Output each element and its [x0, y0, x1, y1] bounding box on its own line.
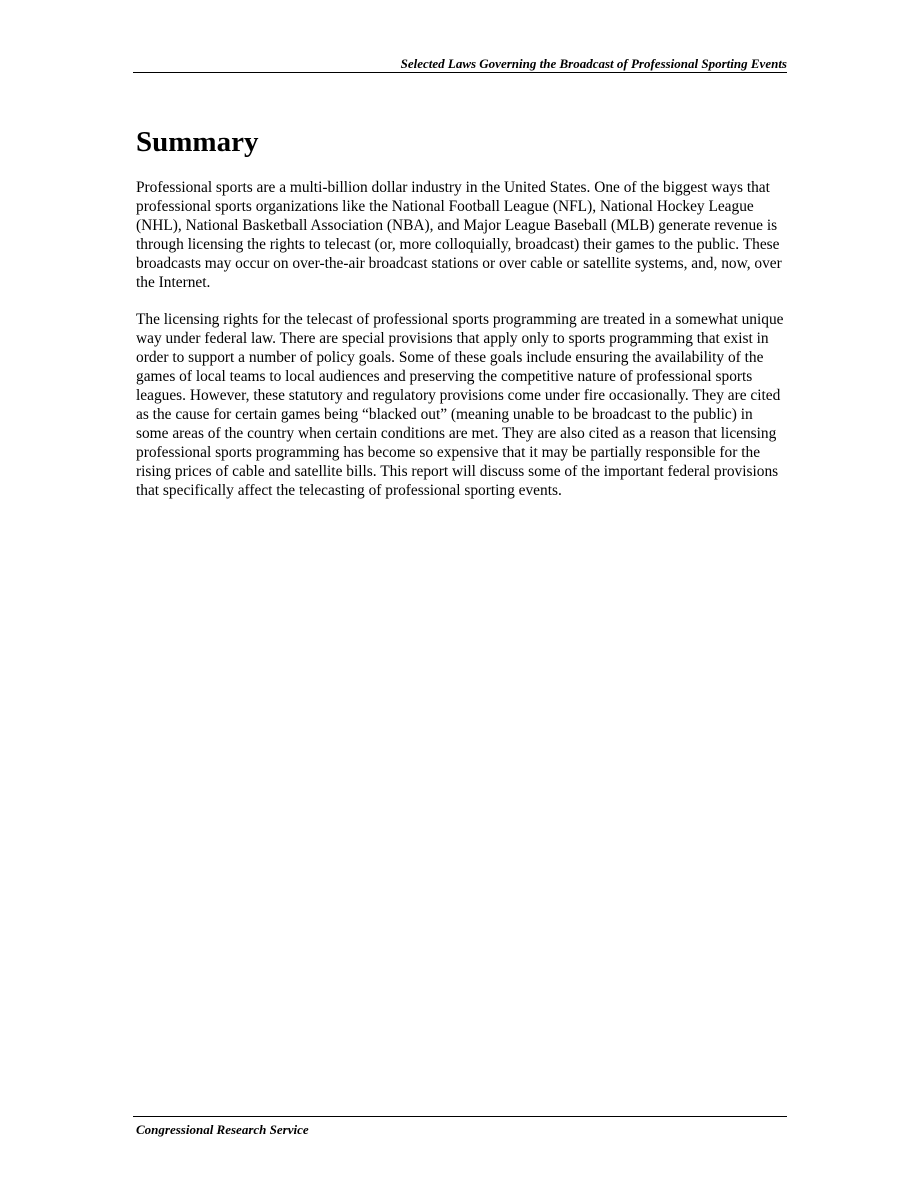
running-header: Selected Laws Governing the Broadcast of Professional Sporting Events: [133, 55, 787, 73]
running-footer: Congressional Research Service: [133, 1116, 787, 1138]
summary-paragraph-1: Professional sports are a multi-billion dollar industry in the United States. One of the biggest ways that professional sports organizations like the National Football League (NFL), National Hockey League (NHL), National Basketball Association (NBA), and Major League Baseball (MLB) generate revenue is through licensing the rights to telecast (or, more colloquially, broadcast) their games to the public. These broadcasts may occur on over-the-air broadcast stations or over cable or satellite systems, and, now, over the Internet.: [136, 179, 782, 291]
page-title: Summary: [136, 126, 259, 158]
summary-paragraph-2: The licensing rights for the telecast of professional sports programming are treated in a somewhat unique way under federal law. There are special provisions that apply only to sports programming that exist in order to support a number of policy goals. Some of these goals include ensuring the availability of the games of local teams to local audiences and preserving the competitive nature of professional sports leagues. However, these statutory and regulatory provisions come under fire occasionally. They are cited as the cause for certain games being “blacked out” (meaning unable to be broadcast to the public) in some areas of the country when certain conditions are met. They are also cited as a reason that licensing professional sports programming has become so expensive that it may be partially responsible for the rising prices of cable and satellite bills. This report will discuss some of the important federal provisions that specifically affect the telecasting of professional sporting events.: [136, 311, 784, 499]
